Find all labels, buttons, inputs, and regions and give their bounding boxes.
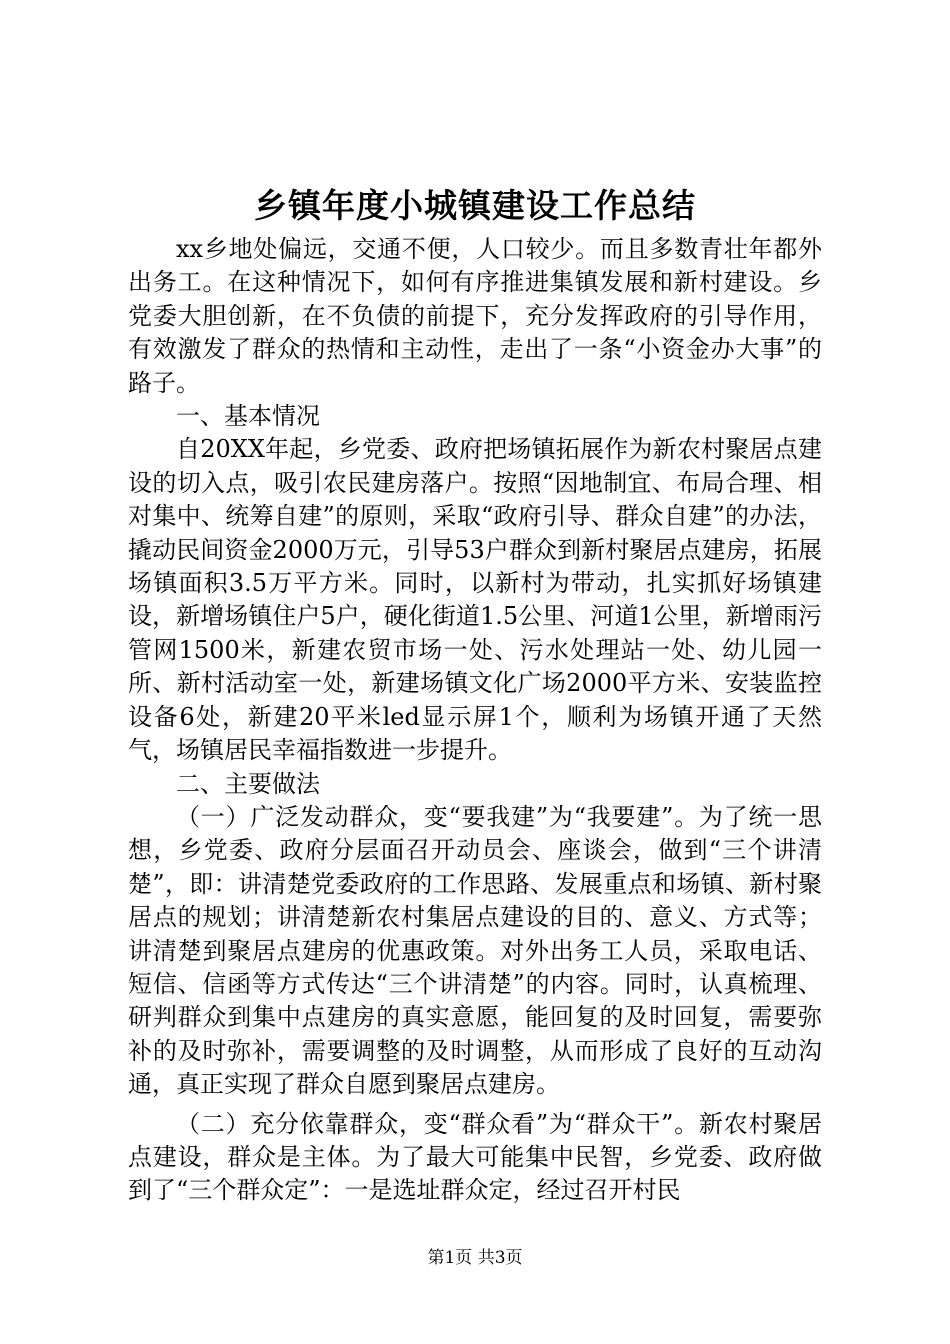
section-heading-main-practices: 二、主要做法	[176, 769, 320, 798]
document-body	[128, 233, 822, 1208]
section-heading-basic-situation: 一、基本情况	[176, 402, 320, 431]
page-footer: 第1页 共3页	[427, 1248, 523, 1268]
paragraph-basic-situation: 自20XX年起，乡党委、政府把场镇拓展作为新农村聚居点建设的切入点，吸引农民建房落户。按照“因地制宜、布局合理、相对集中、统筹自建”的原则，采取“政府引导、群众自建”的办法，撬动民间资金2000万元，引导53户群众到新村聚居点建房，拓展场镇面积3.5万平方米。同时，以新村为带动，扎实抓好场镇建设，新增场镇住户5户，硬化街道1.5公里、河道1公里，新增雨污管网1500米，新建农贸市场一处、污水处理站一处、幼儿园一所、新村活动室一处，新建场镇文化广场2000平方米、安装监控设备6处，新建20平米led显示屏1个，顺利为场镇开通了天然气，场镇居民幸福指数进一步提升。	[128, 435, 822, 765]
paragraph-practice-one: （一）广泛发动群众，变“要我建”为“我要建”。为了统一思想，乡党委、政府分层面召开动员会、座谈会，做到“三个讲清楚”，即：讲清楚党委政府的工作思路、发展重点和场镇、新村聚居点的规划；讲清楚新农村集居点建设的目的、意义、方式等；讲清楚到聚居点建房的优惠政策。对外出务工人员，采取电话、短信、信函等方式传达“三个讲清楚”的内容。同时，认真梳理、研判群众到集中点建房的真实意愿，能回复的及时回复，需要弥补的及时弥补，需要调整的及时调整，从而形成了良好的互动沟通，真正实现了群众自愿到聚居点建房。	[128, 802, 822, 1099]
document-title: 乡镇年度小城镇建设工作总结	[254, 186, 696, 225]
paragraph-intro: xx乡地处偏远，交通不便，人口较少。而且多数青壮年都外出务工。在这种情况下，如何有序推进集镇发展和新村建设。乡党委大胆创新，在不负债的前提下，充分发挥政府的引导作用，有效激发了群众的热情和主动性，走出了一条“小资金办大事”的路子。	[128, 235, 822, 397]
paragraph-practice-two: （二）充分依靠群众，变“群众看”为“群众干”。新农村聚居点建设，群众是主体。为了最大可能集中民智，乡党委、政府做到了“三个群众定”：一是选址群众定，经过召开村民	[128, 1109, 822, 1205]
